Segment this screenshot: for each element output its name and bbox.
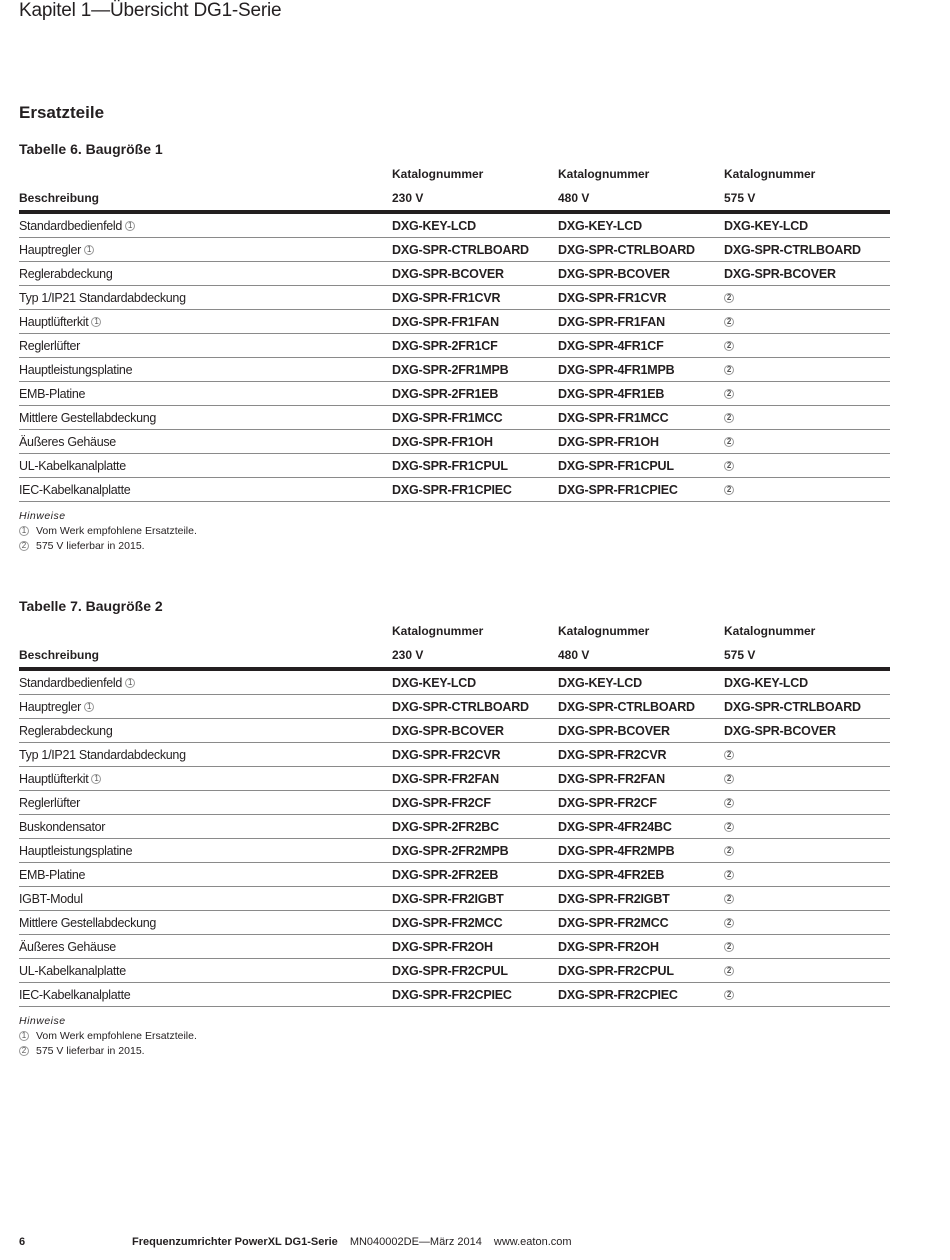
table-row [19,839,890,863]
spare-parts-table-size-2 [19,597,890,1058]
part-number-230v: DXG-SPR-FR1CPUL [392,458,508,473]
row-description-cell [19,964,392,978]
footer-product: Frequenzumrichter PowerXL DG1-Serie [132,1236,338,1248]
row-description-cell [19,243,392,257]
part-number-575v-cell [724,892,890,906]
table-row [19,791,890,815]
table-header-catalog-row [19,619,890,643]
table-row [19,238,890,262]
part-number-230v: DXG-SPR-2FR2EB [392,867,499,882]
part-number-575v-cell [724,483,890,497]
table-notes [19,510,890,553]
row-description-cell [19,483,392,497]
row-description: Hauptlüfterkit [19,771,89,786]
part-number-230v: DXG-SPR-2FR1EB [392,386,499,401]
row-description-cell [19,748,392,762]
part-number-230v: DXG-SPR-CTRLBOARD [392,242,529,257]
note-text-1: Vom Werk empfohlene Ersatzteile. [36,524,197,537]
note-line-1 [19,523,890,538]
row-description: UL-Kabelkanalplatte [19,963,126,978]
row-description: Buskondensator [19,819,106,834]
header-description: Beschreibung [19,191,100,205]
part-number-575v-cell [724,796,890,810]
row-description: Typ 1/IP21 Standardabdeckung [19,747,186,762]
part-number-480v: DXG-SPR-FR1CVR [558,290,667,305]
part-number-480v: DXG-SPR-FR1CPIEC [558,482,678,497]
part-number-480v: DXG-SPR-4FR1CF [558,338,664,353]
part-number-230v: DXG-SPR-FR1MCC [392,410,503,425]
footnote-2-marker: 2 [724,461,734,471]
row-description: Äußeres Gehäuse [19,939,116,954]
row-description: Reglerlüfter [19,338,81,353]
footnote-1-marker: 1 [91,774,101,784]
footnote-2-marker: 2 [724,341,734,351]
part-number-575v-cell [724,772,890,786]
part-number-230v: DXG-SPR-2FR1CF [392,338,498,353]
part-number-480v: DXG-SPR-FR2IGBT [558,891,670,906]
part-number-575v: DXG-SPR-CTRLBOARD [724,242,861,257]
row-description: Hauptlüfterkit [19,314,89,329]
part-number-575v-cell [724,748,890,762]
footnote-2-marker: 2 [724,317,734,327]
row-description-cell [19,724,392,738]
page-number: 6 [19,1236,26,1248]
header-575v: 575 V [724,648,756,662]
part-number-575v-cell [724,315,890,329]
row-description-cell [19,700,392,714]
part-number-230v: DXG-SPR-FR1OH [392,434,493,449]
footnote-2-marker: 2 [19,541,29,551]
part-number-575v-cell [724,411,890,425]
header-catalog-label: Katalognummer [724,624,816,638]
table-header-voltage-row [19,186,890,214]
header-catalog-label: Katalognummer [724,167,816,181]
part-number-230v: DXG-SPR-FR1CVR [392,290,501,305]
footnote-1-marker: 1 [125,678,135,688]
table-row [19,743,890,767]
part-number-230v: DXG-SPR-2FR2MPB [392,843,509,858]
header-catalog-label: Katalognummer [392,624,484,638]
row-description: Mittlere Gestellabdeckung [19,410,157,425]
note-line-2 [19,1043,890,1058]
table-row [19,887,890,911]
part-number-480v: DXG-SPR-FR2FAN [558,771,665,786]
part-number-230v: DXG-SPR-FR2CPIEC [392,987,512,1002]
table-row [19,959,890,983]
table-row [19,935,890,959]
part-number-480v: DXG-SPR-FR2CF [558,795,657,810]
page-footer [19,1234,919,1250]
part-number-575v: DXG-KEY-LCD [724,218,808,233]
table-row [19,286,890,310]
row-description: Typ 1/IP21 Standardabdeckung [19,290,186,305]
note-line-1 [19,1028,890,1043]
footnote-1-marker: 1 [19,1031,29,1041]
footer-doc-id: MN040002DE—März 2014 [349,1236,482,1248]
table-row [19,767,890,791]
footnote-2-marker: 2 [724,774,734,784]
part-number-575v: DXG-KEY-LCD [724,675,808,690]
part-number-480v: DXG-SPR-4FR1EB [558,386,665,401]
part-number-575v-cell [724,291,890,305]
footnote-2-marker: 2 [724,389,734,399]
part-number-575v-cell [724,964,890,978]
row-description-cell [19,772,392,786]
footnote-2-marker: 2 [724,894,734,904]
footnote-1-marker: 1 [19,526,29,536]
row-description-cell [19,363,392,377]
table-row [19,911,890,935]
part-number-480v: DXG-SPR-FR1CPUL [558,458,674,473]
header-480v: 480 V [558,648,590,662]
part-number-480v: DXG-SPR-4FR2EB [558,867,665,882]
row-description-cell [19,315,392,329]
footnote-2-marker: 2 [724,365,734,375]
row-description-cell [19,916,392,930]
note-text-2: 575 V lieferbar in 2015. [36,539,145,552]
table-row [19,334,890,358]
footnote-2-marker: 2 [724,293,734,303]
row-description: Hauptregler [19,699,82,714]
table-row [19,406,890,430]
header-catalog-label: Katalognummer [558,624,650,638]
footer-url[interactable]: www.eaton.com [493,1236,572,1248]
chapter-title: Kapitel 1—Übersicht DG1-Serie [19,0,282,21]
row-description-cell [19,868,392,882]
footnote-2-marker: 2 [724,846,734,856]
row-description: IEC-Kabelkanalplatte [19,987,131,1002]
footnote-2-marker: 2 [724,918,734,928]
part-number-480v: DXG-SPR-CTRLBOARD [558,699,695,714]
footnote-1-marker: 1 [84,245,94,255]
row-description-cell [19,219,392,233]
part-number-480v: DXG-SPR-FR2MCC [558,915,669,930]
row-description: EMB-Platine [19,867,86,882]
row-description-cell [19,339,392,353]
note-line-2 [19,538,890,553]
part-number-480v: DXG-SPR-FR1OH [558,434,659,449]
table-row [19,478,890,502]
note-text-2: 575 V lieferbar in 2015. [36,1044,145,1057]
footnote-2-marker: 2 [724,942,734,952]
row-description: Standardbedienfeld [19,218,123,233]
part-number-230v: DXG-SPR-CTRLBOARD [392,699,529,714]
row-description-cell [19,844,392,858]
part-number-575v: DXG-SPR-BCOVER [724,266,836,281]
part-number-480v: DXG-SPR-FR2CPUL [558,963,674,978]
part-number-230v: DXG-SPR-BCOVER [392,723,504,738]
header-230v: 230 V [392,648,424,662]
row-description-cell [19,387,392,401]
footnote-2-marker: 2 [724,413,734,423]
row-description: Hauptleistungsplatine [19,362,133,377]
part-number-230v: DXG-SPR-FR2CPUL [392,963,508,978]
part-number-230v: DXG-SPR-2FR1MPB [392,362,509,377]
row-description-cell [19,267,392,281]
part-number-575v-cell [724,676,890,690]
row-description: Äußeres Gehäuse [19,434,116,449]
footnote-2-marker: 2 [724,870,734,880]
notes-title: Hinweise [19,510,66,522]
table-row [19,983,890,1007]
table-row [19,310,890,334]
footnote-1-marker: 1 [125,221,135,231]
note-text-1: Vom Werk empfohlene Ersatzteile. [36,1029,197,1042]
section-title: Ersatzteile [19,103,105,122]
part-number-480v: DXG-SPR-FR1FAN [558,314,665,329]
table-row [19,863,890,887]
part-number-575v-cell [724,387,890,401]
part-number-575v-cell [724,724,890,738]
part-number-575v-cell [724,916,890,930]
footnote-1-marker: 1 [91,317,101,327]
table-caption: Tabelle 7. Baugröße 2 [19,598,163,614]
row-description: Reglerabdeckung [19,266,113,281]
table-header-voltage-row [19,643,890,671]
part-number-230v: DXG-SPR-FR2CVR [392,747,501,762]
table-row [19,671,890,695]
part-number-480v: DXG-SPR-CTRLBOARD [558,242,695,257]
part-number-480v: DXG-KEY-LCD [558,675,642,690]
part-number-575v-cell [724,459,890,473]
part-number-480v: DXG-KEY-LCD [558,218,642,233]
table-row [19,454,890,478]
part-number-230v: DXG-SPR-FR1FAN [392,314,499,329]
part-number-480v: DXG-SPR-4FR2MPB [558,843,675,858]
part-number-230v: DXG-KEY-LCD [392,218,476,233]
part-number-230v: DXG-SPR-2FR2BC [392,819,499,834]
part-number-575v: DXG-SPR-BCOVER [724,723,836,738]
row-description: Mittlere Gestellabdeckung [19,915,157,930]
part-number-480v: DXG-SPR-BCOVER [558,723,670,738]
part-number-230v: DXG-SPR-FR2MCC [392,915,503,930]
part-number-575v-cell [724,868,890,882]
row-description: Reglerabdeckung [19,723,113,738]
footnote-2-marker: 2 [19,1046,29,1056]
part-number-480v: DXG-SPR-BCOVER [558,266,670,281]
row-description: UL-Kabelkanalplatte [19,458,126,473]
table-row [19,262,890,286]
part-number-575v-cell [724,243,890,257]
part-number-230v: DXG-SPR-FR2OH [392,939,493,954]
part-number-575v-cell [724,700,890,714]
spare-parts-table-size-1 [19,140,890,553]
footnote-2-marker: 2 [724,750,734,760]
row-description-cell [19,796,392,810]
part-number-575v: DXG-SPR-CTRLBOARD [724,699,861,714]
table-row [19,430,890,454]
row-description: Reglerlüfter [19,795,81,810]
footnote-2-marker: 2 [724,485,734,495]
header-catalog-label: Katalognummer [558,167,650,181]
part-number-575v-cell [724,219,890,233]
part-number-480v: DXG-SPR-4FR24BC [558,819,672,834]
header-catalog-label: Katalognummer [392,167,484,181]
table-row [19,719,890,743]
table-row [19,382,890,406]
part-number-575v-cell [724,820,890,834]
row-description-cell [19,411,392,425]
part-number-575v-cell [724,363,890,377]
row-description: Standardbedienfeld [19,675,123,690]
table-row [19,695,890,719]
footnote-2-marker: 2 [724,990,734,1000]
part-number-575v-cell [724,988,890,1002]
part-number-230v: DXG-SPR-FR2FAN [392,771,499,786]
part-number-480v: DXG-SPR-FR1MCC [558,410,669,425]
table-row [19,815,890,839]
row-description-cell [19,892,392,906]
part-number-575v-cell [724,339,890,353]
notes-title: Hinweise [19,1015,66,1027]
row-description: IEC-Kabelkanalplatte [19,482,131,497]
row-description: Hauptregler [19,242,82,257]
row-description-cell [19,820,392,834]
part-number-480v: DXG-SPR-FR2OH [558,939,659,954]
header-575v: 575 V [724,191,756,205]
row-description-cell [19,291,392,305]
part-number-480v: DXG-SPR-FR2CVR [558,747,667,762]
table-row [19,214,890,238]
part-number-575v-cell [724,844,890,858]
part-number-575v-cell [724,435,890,449]
row-description-cell [19,676,392,690]
part-number-575v-cell [724,940,890,954]
footnote-2-marker: 2 [724,798,734,808]
header-480v: 480 V [558,191,590,205]
row-description: IGBT-Modul [19,891,83,906]
footnote-2-marker: 2 [724,822,734,832]
part-number-230v: DXG-KEY-LCD [392,675,476,690]
part-number-230v: DXG-SPR-FR2CF [392,795,491,810]
row-description-cell [19,940,392,954]
row-description: EMB-Platine [19,386,86,401]
footnote-2-marker: 2 [724,437,734,447]
part-number-575v-cell [724,267,890,281]
part-number-480v: DXG-SPR-4FR1MPB [558,362,675,377]
table-row [19,358,890,382]
part-number-230v: DXG-SPR-BCOVER [392,266,504,281]
row-description-cell [19,988,392,1002]
header-description: Beschreibung [19,648,100,662]
footnote-1-marker: 1 [84,702,94,712]
table-notes [19,1015,890,1058]
row-description: Hauptleistungsplatine [19,843,133,858]
footnote-2-marker: 2 [724,966,734,976]
table-caption: Tabelle 6. Baugröße 1 [19,141,163,157]
part-number-230v: DXG-SPR-FR2IGBT [392,891,504,906]
table-header-catalog-row [19,162,890,186]
part-number-230v: DXG-SPR-FR1CPIEC [392,482,512,497]
part-number-480v: DXG-SPR-FR2CPIEC [558,987,678,1002]
row-description-cell [19,459,392,473]
row-description-cell [19,435,392,449]
header-230v: 230 V [392,191,424,205]
